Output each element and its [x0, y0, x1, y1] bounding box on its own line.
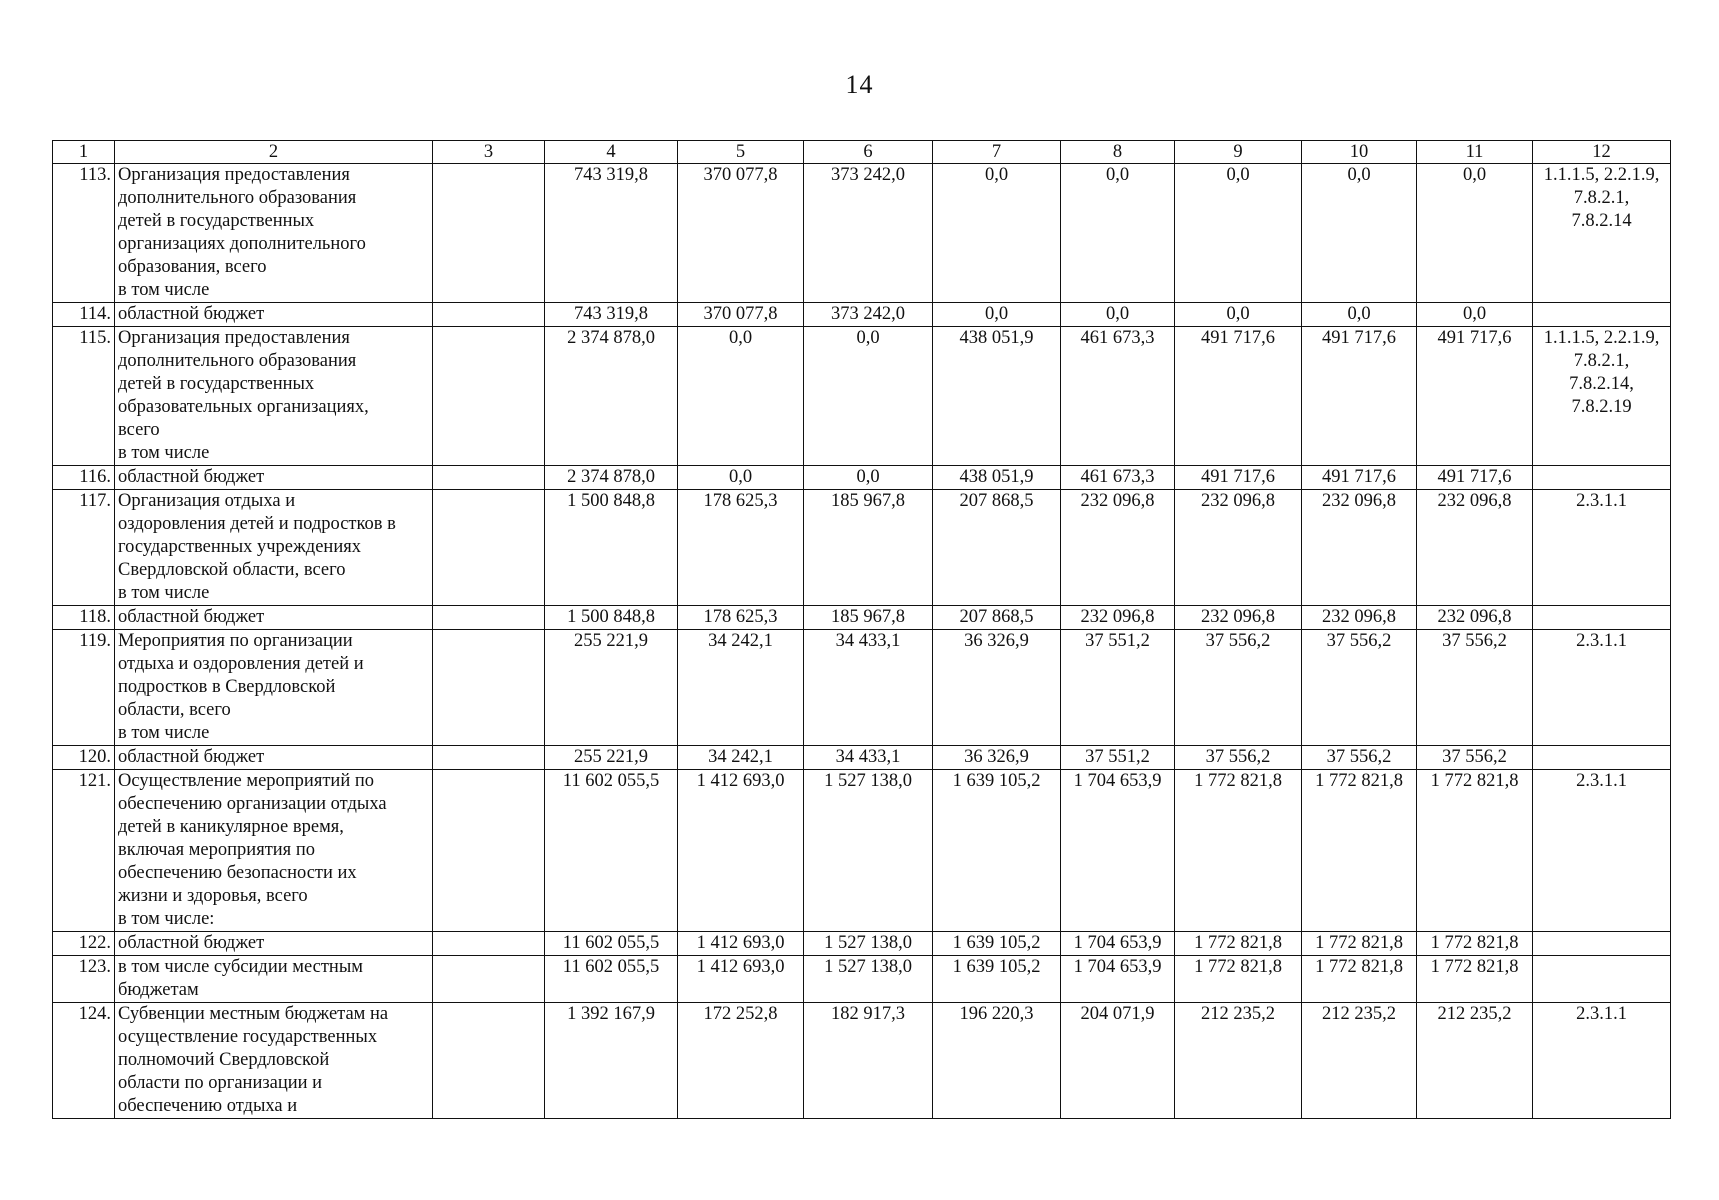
- column-header: 12: [1533, 141, 1671, 164]
- reference-line: 1.1.1.5, 2.2.1.9,: [1543, 165, 1660, 185]
- row-name-line: областной бюджет: [118, 607, 265, 627]
- col3-cell: [433, 1003, 545, 1119]
- value-cell: 0,0: [1061, 303, 1175, 327]
- row-name-line: государственных учреждениях: [118, 537, 361, 557]
- value-cell: 0,0: [804, 466, 933, 490]
- value-cell: 232 096,8: [1302, 490, 1417, 606]
- value-cell: 1 772 821,8: [1302, 932, 1417, 956]
- budget-table: [52, 140, 1671, 1119]
- value-cell: 1 392 167,9: [545, 1003, 678, 1119]
- reference-line: 2.3.1.1: [1576, 631, 1627, 651]
- value-cell: 373 242,0: [804, 303, 933, 327]
- value-cell: 37 556,2: [1302, 746, 1417, 770]
- value-cell: 743 319,8: [545, 303, 678, 327]
- column-header: 2: [115, 141, 433, 164]
- col3-cell: [433, 164, 545, 303]
- value-cell: 491 717,6: [1175, 327, 1302, 466]
- row-name-line: в том числе: [118, 280, 210, 300]
- table-row: [53, 1003, 1671, 1119]
- value-cell: 0,0: [933, 164, 1061, 303]
- value-cell: 491 717,6: [1417, 327, 1533, 466]
- value-cell: 34 242,1: [678, 630, 804, 746]
- col3-cell: [433, 303, 545, 327]
- value-cell: 207 868,5: [933, 606, 1061, 630]
- value-cell: 178 625,3: [678, 490, 804, 606]
- value-cell: 207 868,5: [933, 490, 1061, 606]
- row-name-line: всего: [118, 420, 160, 440]
- row-name-line: осуществление государственных: [118, 1027, 378, 1047]
- row-name-line: области по организации и: [118, 1073, 323, 1093]
- value-cell: 491 717,6: [1302, 327, 1417, 466]
- value-cell: 0,0: [1417, 303, 1533, 327]
- row-name-line: Осуществление мероприятий по: [118, 771, 375, 791]
- value-cell: 1 772 821,8: [1175, 956, 1302, 1003]
- row-name-line: областной бюджет: [118, 747, 265, 767]
- col3-cell: [433, 466, 545, 490]
- table-row: [53, 746, 1671, 770]
- row-name-line: организациях дополнительного: [118, 234, 366, 254]
- column-header: 6: [804, 141, 933, 164]
- column-header: 8: [1061, 141, 1175, 164]
- row-number: 123.: [53, 956, 115, 1003]
- value-cell: 196 220,3: [933, 1003, 1061, 1119]
- row-number: 116.: [53, 466, 115, 490]
- value-cell: 255 221,9: [545, 630, 678, 746]
- row-number: 114.: [53, 303, 115, 327]
- value-cell: 1 772 821,8: [1417, 932, 1533, 956]
- row-name: [115, 327, 433, 466]
- value-cell: 212 235,2: [1417, 1003, 1533, 1119]
- reference-line: 7.8.2.14,: [1569, 374, 1634, 394]
- reference-line: 2.3.1.1: [1576, 491, 1627, 511]
- reference-line: 7.8.2.19: [1571, 397, 1632, 417]
- value-cell: 370 077,8: [678, 303, 804, 327]
- value-cell: 1 639 105,2: [933, 770, 1061, 932]
- value-cell: 1 639 105,2: [933, 956, 1061, 1003]
- reference-cell: [1533, 466, 1671, 490]
- value-cell: 11 602 055,5: [545, 932, 678, 956]
- value-cell: 491 717,6: [1302, 466, 1417, 490]
- value-cell: 1 772 821,8: [1175, 770, 1302, 932]
- value-cell: 232 096,8: [1061, 490, 1175, 606]
- value-cell: 1 412 693,0: [678, 932, 804, 956]
- row-name: [115, 164, 433, 303]
- table-row: [53, 956, 1671, 1003]
- table-body: [53, 164, 1671, 1119]
- value-cell: 0,0: [1175, 303, 1302, 327]
- reference-line: 2.3.1.1: [1576, 771, 1627, 791]
- reference-cell: [1533, 606, 1671, 630]
- row-name-line: обеспечению отдыха и: [118, 1096, 298, 1116]
- value-cell: 185 967,8: [804, 490, 933, 606]
- row-name: [115, 1003, 433, 1119]
- row-name-line: подростков в Свердловской: [118, 677, 336, 697]
- col3-cell: [433, 490, 545, 606]
- value-cell: 11 602 055,5: [545, 770, 678, 932]
- value-cell: 232 096,8: [1061, 606, 1175, 630]
- row-name-line: образовательных организациях,: [118, 397, 369, 417]
- value-cell: 232 096,8: [1175, 490, 1302, 606]
- reference-line: 1.1.1.5, 2.2.1.9,: [1543, 328, 1660, 348]
- value-cell: 1 527 138,0: [804, 932, 933, 956]
- table-row: [53, 770, 1671, 932]
- reference-cell: [1533, 770, 1671, 932]
- value-cell: 11 602 055,5: [545, 956, 678, 1003]
- value-cell: 461 673,3: [1061, 466, 1175, 490]
- reference-line: 7.8.2.14: [1571, 211, 1632, 231]
- value-cell: 1 500 848,8: [545, 606, 678, 630]
- value-cell: 1 772 821,8: [1175, 932, 1302, 956]
- value-cell: 232 096,8: [1417, 606, 1533, 630]
- value-cell: 1 772 821,8: [1302, 956, 1417, 1003]
- value-cell: 0,0: [933, 303, 1061, 327]
- row-name-line: областной бюджет: [118, 467, 265, 487]
- reference-cell: [1533, 164, 1671, 303]
- column-header: 10: [1302, 141, 1417, 164]
- row-name-line: в том числе субсидии местным: [118, 957, 363, 977]
- value-cell: 185 967,8: [804, 606, 933, 630]
- table-row: [53, 303, 1671, 327]
- row-name-line: отдыха и оздоровления детей и: [118, 654, 364, 674]
- reference-cell: [1533, 630, 1671, 746]
- col3-cell: [433, 746, 545, 770]
- col3-cell: [433, 932, 545, 956]
- value-cell: 2 374 878,0: [545, 466, 678, 490]
- col3-cell: [433, 606, 545, 630]
- table-header-row: [53, 141, 1671, 164]
- value-cell: 1 500 848,8: [545, 490, 678, 606]
- row-name: [115, 466, 433, 490]
- value-cell: 0,0: [1061, 164, 1175, 303]
- row-name-line: дополнительного образования: [118, 188, 357, 208]
- value-cell: 370 077,8: [678, 164, 804, 303]
- value-cell: 232 096,8: [1417, 490, 1533, 606]
- row-name-line: Мероприятия по организации: [118, 631, 353, 651]
- column-header: 4: [545, 141, 678, 164]
- col3-cell: [433, 327, 545, 466]
- value-cell: 37 551,2: [1061, 630, 1175, 746]
- value-cell: 178 625,3: [678, 606, 804, 630]
- value-cell: 0,0: [1175, 164, 1302, 303]
- column-header: 1: [53, 141, 115, 164]
- reference-line: 7.8.2.1,: [1573, 188, 1630, 208]
- column-header: 11: [1417, 141, 1533, 164]
- value-cell: 34 433,1: [804, 746, 933, 770]
- value-cell: 461 673,3: [1061, 327, 1175, 466]
- value-cell: 1 527 138,0: [804, 956, 933, 1003]
- reference-cell: [1533, 956, 1671, 1003]
- row-name-line: Организация отдыха и: [118, 491, 296, 511]
- value-cell: 212 235,2: [1302, 1003, 1417, 1119]
- reference-cell: [1533, 746, 1671, 770]
- row-number: 122.: [53, 932, 115, 956]
- reference-line: 2.3.1.1: [1576, 1004, 1627, 1024]
- value-cell: 212 235,2: [1175, 1003, 1302, 1119]
- column-header: 5: [678, 141, 804, 164]
- table-row: [53, 164, 1671, 303]
- row-name: [115, 630, 433, 746]
- row-name: [115, 746, 433, 770]
- row-number: 119.: [53, 630, 115, 746]
- row-name-line: обеспечению организации отдыха: [118, 794, 387, 814]
- row-name: [115, 303, 433, 327]
- value-cell: 36 326,9: [933, 630, 1061, 746]
- value-cell: 743 319,8: [545, 164, 678, 303]
- row-name-line: жизни и здоровья, всего: [118, 886, 308, 906]
- row-name-line: области, всего: [118, 700, 231, 720]
- table-row: [53, 932, 1671, 956]
- value-cell: 0,0: [804, 327, 933, 466]
- value-cell: 0,0: [678, 327, 804, 466]
- column-header: 7: [933, 141, 1061, 164]
- col3-cell: [433, 770, 545, 932]
- row-name-line: Свердловской области, всего: [118, 560, 346, 580]
- value-cell: 204 071,9: [1061, 1003, 1175, 1119]
- row-name-line: в том числе: [118, 723, 210, 743]
- row-name-line: включая мероприятия по: [118, 840, 315, 860]
- value-cell: 0,0: [1302, 303, 1417, 327]
- row-number: 124.: [53, 1003, 115, 1119]
- value-cell: 1 412 693,0: [678, 770, 804, 932]
- row-number: 121.: [53, 770, 115, 932]
- reference-cell: [1533, 932, 1671, 956]
- value-cell: 0,0: [1302, 164, 1417, 303]
- column-header: 9: [1175, 141, 1302, 164]
- row-name-line: в том числе:: [118, 909, 215, 929]
- value-cell: 2 374 878,0: [545, 327, 678, 466]
- row-name-line: в том числе: [118, 443, 210, 463]
- row-name-line: областной бюджет: [118, 304, 265, 324]
- value-cell: 37 556,2: [1302, 630, 1417, 746]
- value-cell: 1 527 138,0: [804, 770, 933, 932]
- row-name-line: в том числе: [118, 583, 210, 603]
- value-cell: 36 326,9: [933, 746, 1061, 770]
- value-cell: 37 556,2: [1417, 746, 1533, 770]
- row-number: 117.: [53, 490, 115, 606]
- value-cell: 438 051,9: [933, 327, 1061, 466]
- table-row: [53, 466, 1671, 490]
- column-header: 3: [433, 141, 545, 164]
- value-cell: 37 556,2: [1417, 630, 1533, 746]
- reference-cell: [1533, 490, 1671, 606]
- value-cell: 1 772 821,8: [1417, 770, 1533, 932]
- row-number: 120.: [53, 746, 115, 770]
- value-cell: 255 221,9: [545, 746, 678, 770]
- col3-cell: [433, 956, 545, 1003]
- table-row: [53, 327, 1671, 466]
- row-name-line: детей в каникулярное время,: [118, 817, 344, 837]
- value-cell: 37 556,2: [1175, 630, 1302, 746]
- value-cell: 373 242,0: [804, 164, 933, 303]
- row-name: [115, 956, 433, 1003]
- row-name-line: Организация предоставления: [118, 328, 350, 348]
- row-number: 115.: [53, 327, 115, 466]
- row-name-line: Субвенции местным бюджетам на: [118, 1004, 389, 1024]
- reference-cell: [1533, 327, 1671, 466]
- value-cell: 1 704 653,9: [1061, 932, 1175, 956]
- value-cell: 491 717,6: [1175, 466, 1302, 490]
- value-cell: 491 717,6: [1417, 466, 1533, 490]
- row-name: [115, 770, 433, 932]
- value-cell: 232 096,8: [1302, 606, 1417, 630]
- value-cell: 1 772 821,8: [1417, 956, 1533, 1003]
- value-cell: 1 639 105,2: [933, 932, 1061, 956]
- row-name-line: дополнительного образования: [118, 351, 357, 371]
- reference-line: 7.8.2.1,: [1573, 351, 1630, 371]
- row-name-line: образования, всего: [118, 257, 267, 277]
- value-cell: 1 704 653,9: [1061, 956, 1175, 1003]
- row-name-line: бюджетам: [118, 980, 199, 1000]
- row-name: [115, 932, 433, 956]
- value-cell: 1 772 821,8: [1302, 770, 1417, 932]
- value-cell: 438 051,9: [933, 466, 1061, 490]
- table-row: [53, 630, 1671, 746]
- value-cell: 182 917,3: [804, 1003, 933, 1119]
- value-cell: 1 412 693,0: [678, 956, 804, 1003]
- row-name-line: детей в государственных: [118, 374, 315, 394]
- value-cell: 0,0: [678, 466, 804, 490]
- page-number: 14: [845, 70, 874, 99]
- value-cell: 34 242,1: [678, 746, 804, 770]
- row-name-line: оздоровления детей и подростков в: [118, 514, 396, 534]
- row-name-line: областной бюджет: [118, 933, 265, 953]
- row-name-line: обеспечению безопасности их: [118, 863, 357, 883]
- reference-cell: [1533, 1003, 1671, 1119]
- value-cell: 232 096,8: [1175, 606, 1302, 630]
- value-cell: 1 704 653,9: [1061, 770, 1175, 932]
- table-row: [53, 606, 1671, 630]
- value-cell: 37 551,2: [1061, 746, 1175, 770]
- row-name-line: полномочий Свердловской: [118, 1050, 330, 1070]
- row-name: [115, 606, 433, 630]
- reference-cell: [1533, 303, 1671, 327]
- value-cell: 37 556,2: [1175, 746, 1302, 770]
- row-number: 118.: [53, 606, 115, 630]
- row-name-line: детей в государственных: [118, 211, 315, 231]
- row-name-line: Организация предоставления: [118, 165, 350, 185]
- row-name: [115, 490, 433, 606]
- row-number: 113.: [53, 164, 115, 303]
- value-cell: 172 252,8: [678, 1003, 804, 1119]
- value-cell: 34 433,1: [804, 630, 933, 746]
- table-row: [53, 490, 1671, 606]
- col3-cell: [433, 630, 545, 746]
- value-cell: 0,0: [1417, 164, 1533, 303]
